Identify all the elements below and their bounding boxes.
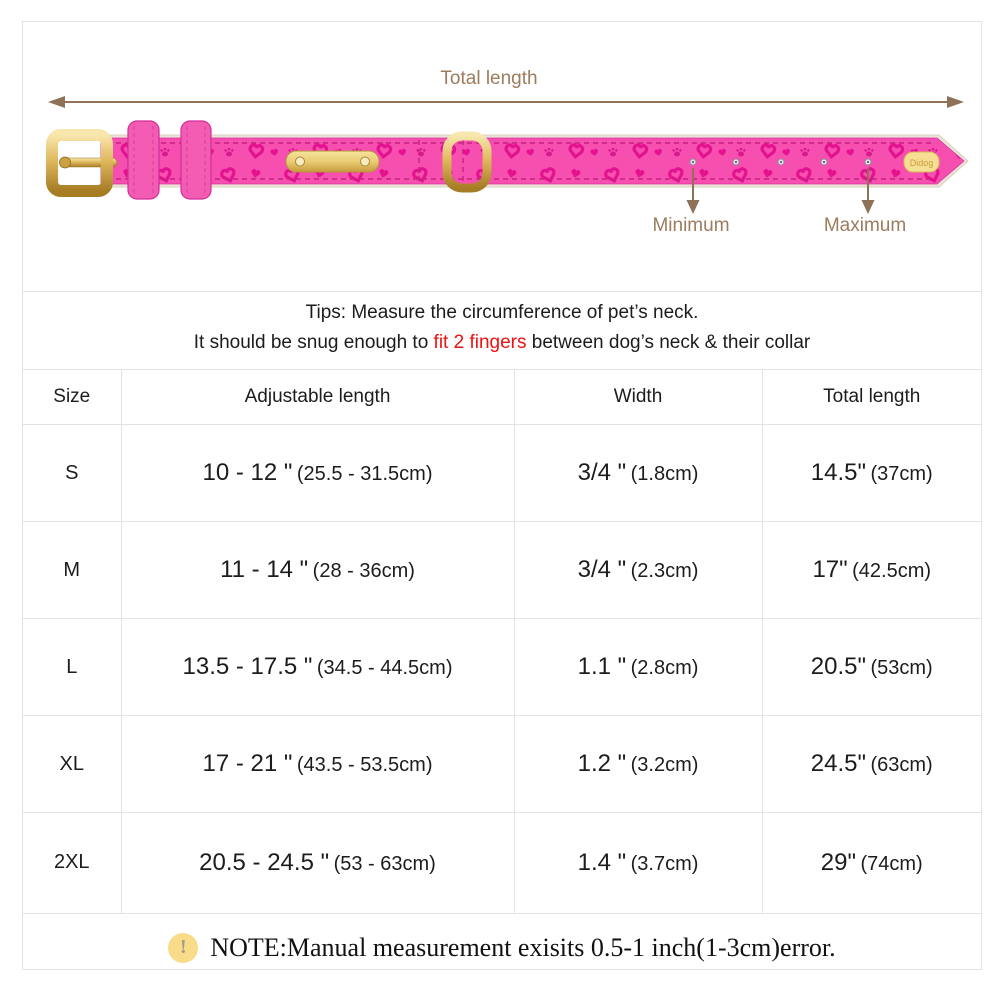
size-cell: XL: [23, 716, 121, 813]
width-cell: 3/4 " (1.8cm): [514, 425, 762, 522]
minimum-label: Minimum: [652, 215, 730, 236]
size-table: [23, 369, 981, 913]
size-cell: M: [23, 522, 121, 619]
total-length-label: Total length: [440, 68, 538, 89]
brand-tag-text: Didog: [909, 158, 934, 168]
size-cell: S: [23, 425, 121, 522]
header-total-length: Total length: [762, 370, 981, 425]
brand-tag: [904, 152, 939, 172]
table-header-row: [23, 370, 981, 425]
adjustable-length-cell: 10 - 12 " (25.5 - 31.5cm): [121, 425, 514, 522]
size-table-body: [23, 425, 981, 913]
adjustable-length-cell: 11 - 14 " (28 - 36cm): [121, 522, 514, 619]
nameplate-rivet: [361, 157, 370, 166]
width-cell: 1.4 " (3.7cm): [514, 813, 762, 913]
size-chart-panel: [22, 21, 982, 970]
nameplate: [286, 151, 379, 172]
note-text: NOTE:Manual measurement exisits 0.5-1 inch(1-3cm)error.: [210, 932, 836, 962]
collar-illustration: [23, 22, 981, 291]
tips-line2-prefix: It should be snug enough to: [193, 332, 434, 353]
total-length-arrow: [48, 96, 964, 108]
note-bar: [23, 913, 981, 971]
width-cell: 1.2 " (3.2cm): [514, 716, 762, 813]
table-row: [23, 716, 981, 813]
nameplate-rivet: [296, 157, 305, 166]
size-cell: L: [23, 619, 121, 716]
total-length-cell: 20.5" (53cm): [762, 619, 981, 716]
width-cell: 1.1 " (2.8cm): [514, 619, 762, 716]
header-width: Width: [514, 370, 762, 425]
width-cell: 3/4 " (2.3cm): [514, 522, 762, 619]
header-adjustable-length: Adjustable length: [121, 370, 514, 425]
measuring-tips: [23, 291, 981, 369]
table-row: [23, 619, 981, 716]
total-length-cell: 29" (74cm): [762, 813, 981, 913]
table-row: [23, 425, 981, 522]
tips-line1: Tips: Measure the circumference of pet’s neck.: [305, 302, 699, 323]
table-row: [23, 522, 981, 619]
adjustable-length-cell: 13.5 - 17.5 " (34.5 - 44.5cm): [121, 619, 514, 716]
size-cell: 2XL: [23, 813, 121, 913]
total-length-cell: 14.5" (37cm): [762, 425, 981, 522]
header-size: Size: [23, 370, 121, 425]
maximum-label: Maximum: [823, 215, 907, 236]
adjustable-length-cell: 20.5 - 24.5 " (53 - 63cm): [121, 813, 514, 913]
tips-line2-suffix: between dog’s neck & their collar: [526, 332, 811, 353]
collar-diagram: [23, 22, 981, 291]
collar-band: [101, 138, 964, 184]
table-row: [23, 813, 981, 913]
total-length-cell: 17" (42.5cm): [762, 522, 981, 619]
adjustable-length-cell: 17 - 21 " (43.5 - 53.5cm): [121, 716, 514, 813]
total-length-cell: 24.5" (63cm): [762, 716, 981, 813]
tips-line2: [23, 328, 981, 358]
exclamation-icon: !: [168, 933, 198, 963]
tips-line2-highlight: fit 2 fingers: [433, 332, 527, 353]
